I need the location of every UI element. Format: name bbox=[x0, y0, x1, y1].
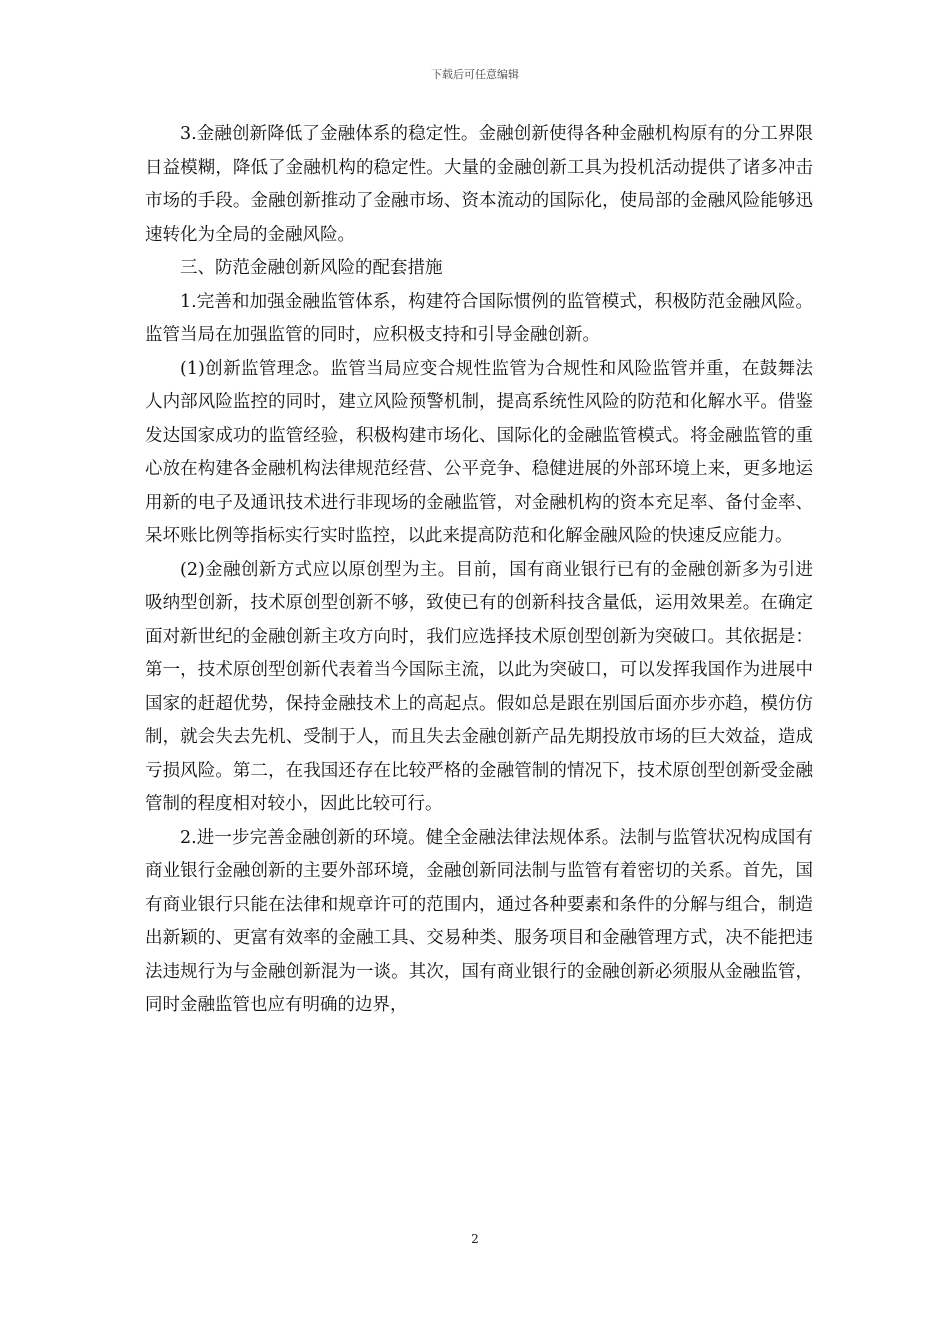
section-heading-measures: 三、防范金融创新风险的配套措施 bbox=[180, 258, 443, 278]
page-header: 下载后可任意编辑 bbox=[431, 68, 519, 81]
page-number: 2 bbox=[471, 1232, 479, 1246]
document-body bbox=[145, 118, 813, 1023]
paragraph-innovation-environment: 2.进一步完善金融创新的环境。健全金融法律法规体系。法制与监管状况构成国有商业银行金融创新的主要外部环境，金融创新同法制与监管有着密切的关系。首先，国有商业银行只能在法律和规章许可的范围内，通过各种要素和条件的分解与组合，制造出新颖的、更富有效率的金融工具、交易种类、服务项目和金融管理方式，决不能把违法违规行为与金融创新混为一谈。其次，国有商业银行的金融创新必须服从金融监管，同时金融监管也应有明确的边界， bbox=[145, 827, 813, 1015]
paragraph-supervision-concept: (1)创新监管理念。监管当局应变合规性监管为合规性和风险监管并重，在鼓舞法人内部风险监控的同时，建立风险预警机制，提高系统性风险的防范和化解水平。借鉴发达国家成功的监管经验，积极构建市场化、国际化的金融监管模式。将金融监管的重心放在构建各金融机构法律规范经营、公平竞争、稳健进展的外部环境上来，更多地运用新的电子及通讯技术进行非现场的金融监管，对金融机构的资本充足率、备付金率、呆坏账比例等指标实行实时监控，以此来提高防范和化解金融风险的快速反应能力。 bbox=[145, 358, 813, 546]
paragraph-original-innovation: (2)金融创新方式应以原创型为主。目前，国有商业银行已有的金融创新多为引进吸纳型创新，技术原创型创新不够，致使已有的创新科技含量低，运用效果差。在确定面对新世纪的金融创新主攻方向时，我们应选择技术原创型创新为突破口。其依据是：第一，技术原创型创新代表着当今国际主流，以此为突破口，可以发挥我国作为进展中国家的赶超优势，保持金融技术上的高起点。假如总是跟在别国后面亦步亦趋，模仿仿制，就会失去先机、受制于人，而且失去金融创新产品先期投放市场的巨大效益，造成亏损风险。第二，在我国还存在比较严格的金融管制的情况下，技术原创型创新受金融管制的程度相对较小，因此比较可行。 bbox=[145, 559, 813, 814]
paragraph-supervision-system: 1.完善和加强金融监管体系，构建符合国际惯例的监管模式，积极防范金融风险。监管当局在加强监管的同时，应积极支持和引导金融创新。 bbox=[145, 291, 813, 345]
paragraph-stability: 3.金融创新降低了金融体系的稳定性。金融创新使得各种金融机构原有的分工界限日益模糊，降低了金融机构的稳定性。大量的金融创新工具为投机活动提供了诸多冲击市场的手段。金融创新推动了金融市场、资本流动的国际化，使局部的金融风险能够迅速转化为全局的金融风险。 bbox=[145, 124, 813, 245]
